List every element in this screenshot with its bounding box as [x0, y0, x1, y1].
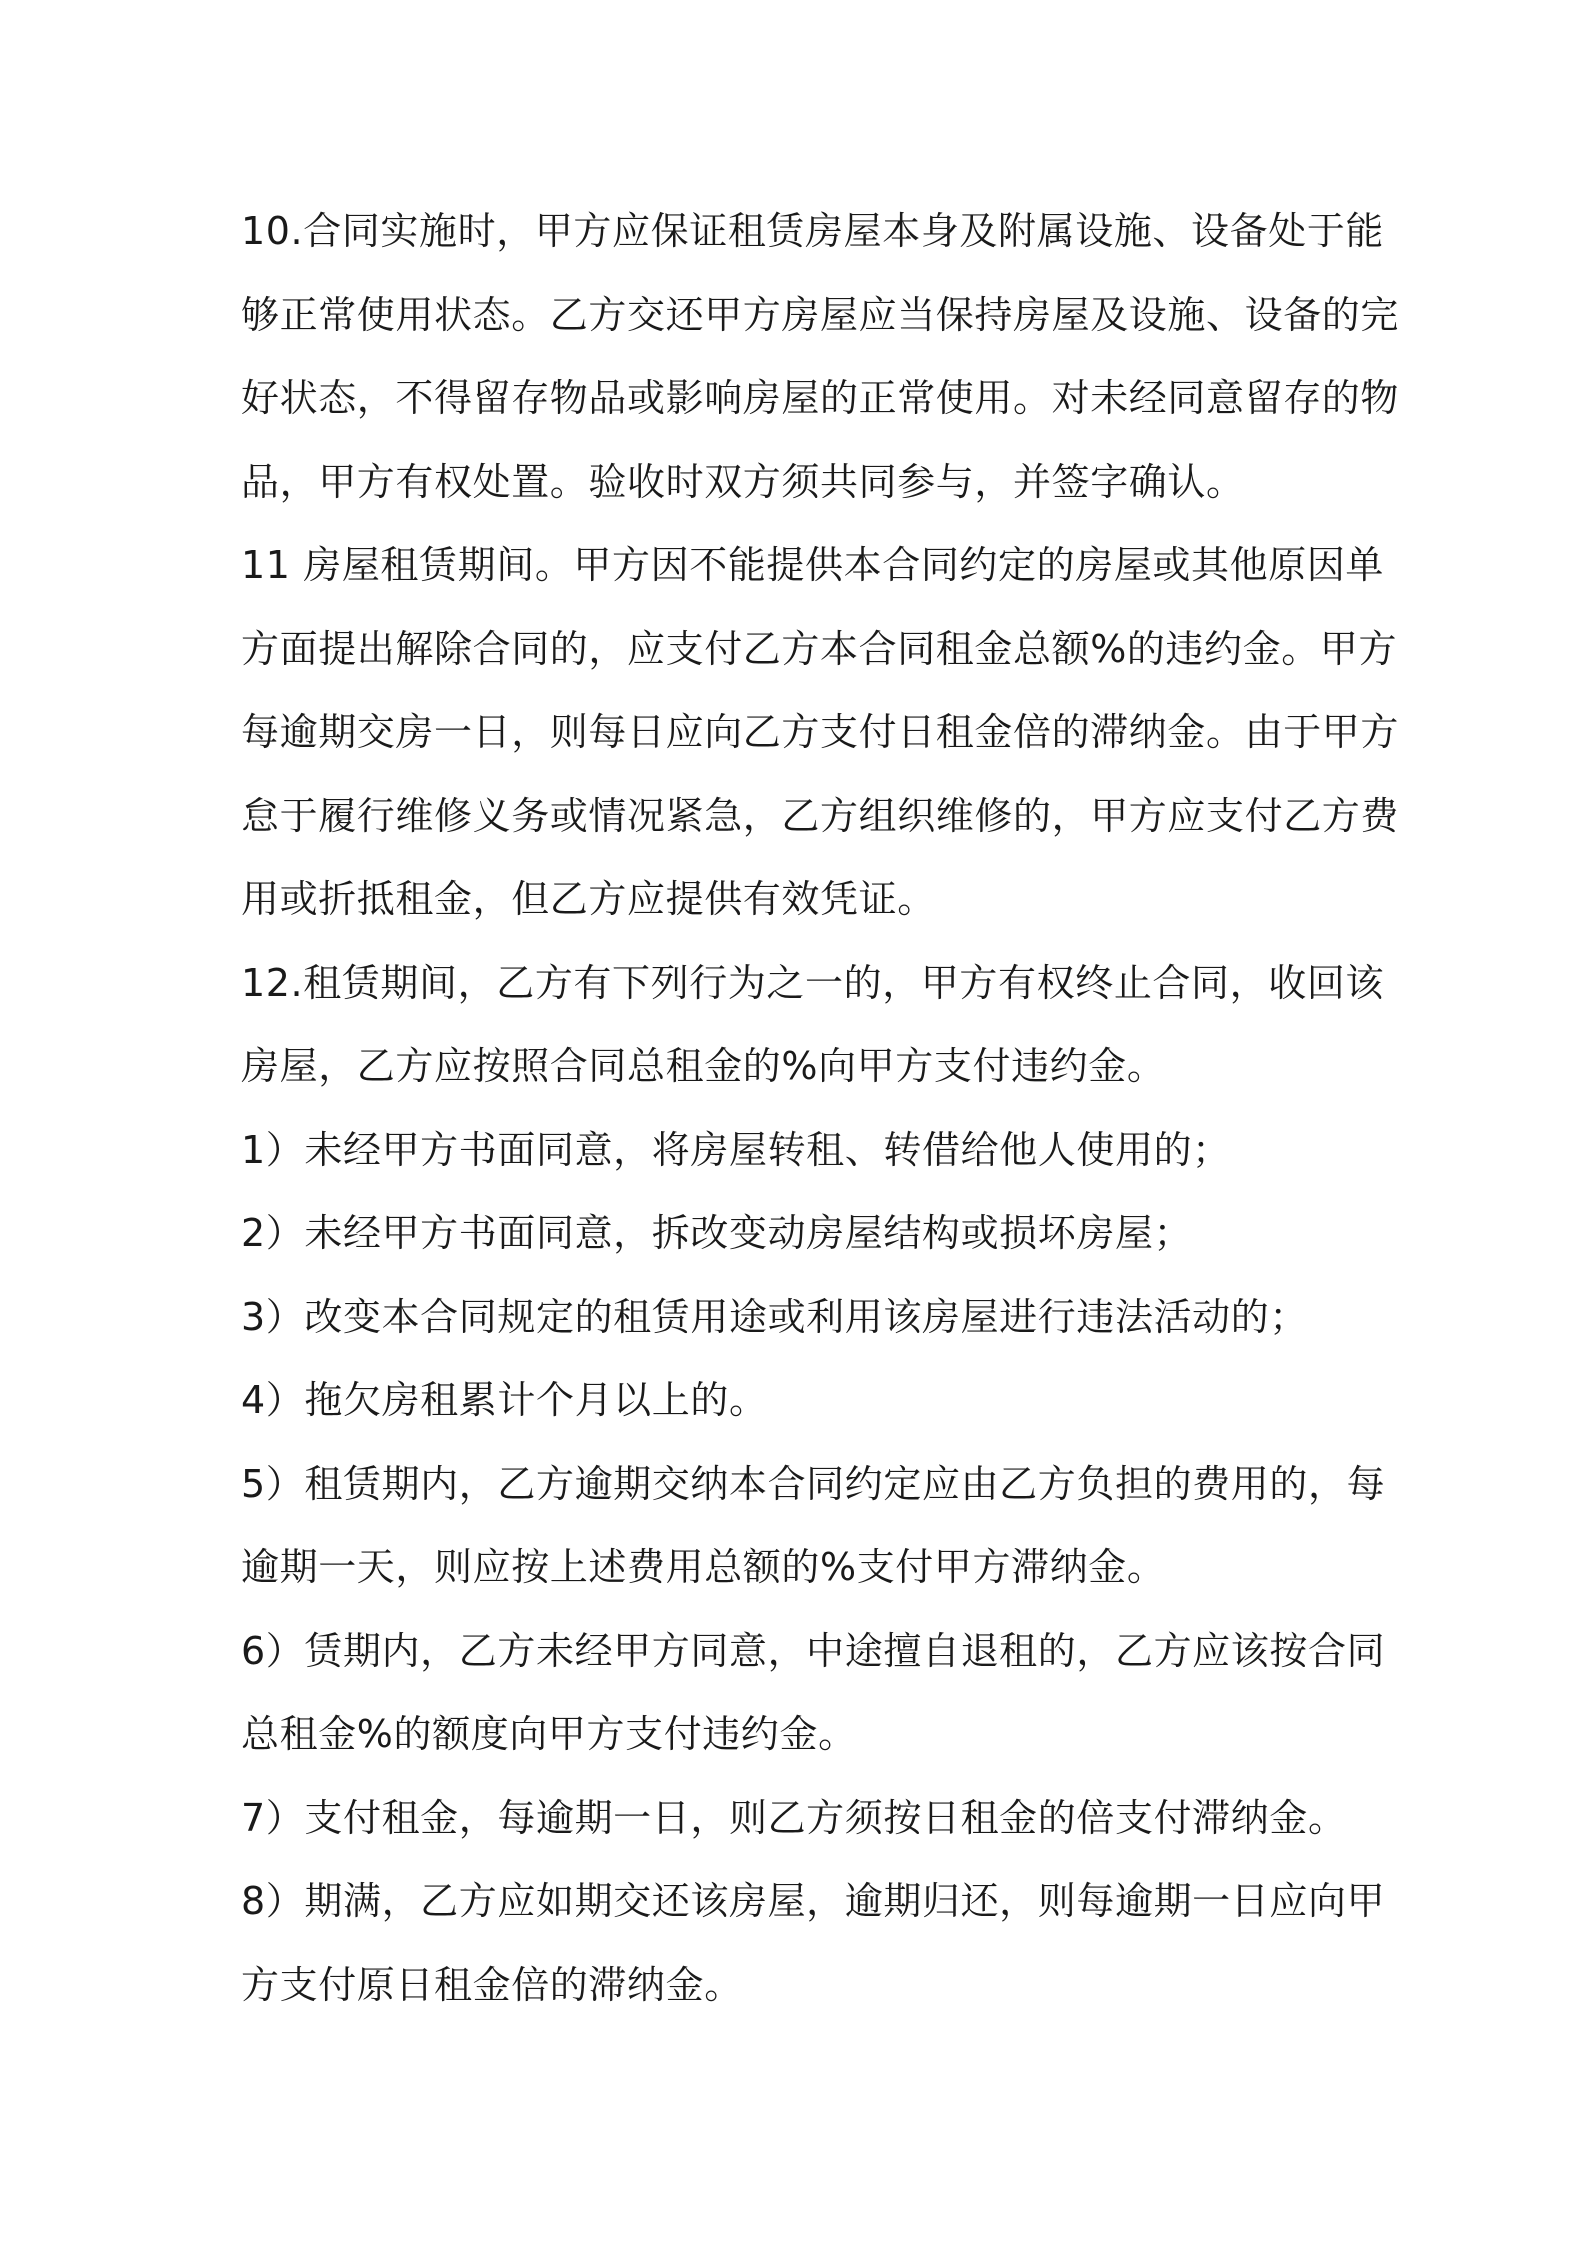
text-line: 12.租赁期间，乙方有下列行为之一的，甲方有权终止合同，收回该	[241, 960, 1385, 1005]
text-line: 10.合同实施时，甲方应保证租赁房屋本身及附属设施、设备处于能	[241, 209, 1385, 253]
text-line: 方面提出解除合同的，应支付乙方本合同租金总额%的违约金。甲方	[241, 626, 1398, 671]
text-line: 11 房屋租赁期间。甲方因不能提供本合同约定的房屋或其他原因单	[241, 543, 1385, 587]
text-line: 1）未经甲方书面同意，将房屋转租、转借给他人使用的；	[241, 1127, 1231, 1172]
text-line: 3）改变本合同规定的租赁用途或利用该房屋进行违法活动的；	[241, 1294, 1308, 1339]
contract-text	[241, 190, 1400, 2027]
text-line: 好状态，不得留存物品或影响房屋的正常使用。对未经同意留存的物	[241, 376, 1400, 420]
text-line: 够正常使用状态。乙方交还甲方房屋应当保持房屋及设施、设备的完	[241, 292, 1400, 337]
text-line: 品，甲方有权处置。验收时双方须共同参与，并签字确认。	[241, 459, 1245, 504]
text-line: 逾期一天，则应按上述费用总额的%支付甲方滞纳金。	[241, 1545, 1166, 1589]
text-line: 怠于履行维修义务或情况紧急，乙方组织维修的，甲方应支付乙方费	[241, 793, 1400, 838]
text-line: 用或折抵租金，但乙方应提供有效凭证。	[241, 877, 936, 921]
text-line: 8）期满，乙方应如期交还该房屋，逾期归还，则每逾期一日应向甲	[241, 1879, 1386, 1923]
text-line: 7）支付租金，每逾期一日，则乙方须按日租金的倍支付滞纳金。	[241, 1795, 1347, 1840]
text-line: 2）未经甲方书面同意，拆改变动房屋结构或损坏房屋；	[241, 1211, 1193, 1255]
text-line: 总租金%的额度向甲方支付违约金。	[241, 1712, 857, 1756]
text-line: 房屋，乙方应按照合同总租金的%向甲方支付违约金。	[241, 1044, 1166, 1088]
text-line: 方支付原日租金倍的滞纳金。	[241, 1962, 743, 2007]
text-line: 5）租赁期内，乙方逾期交纳本合同约定应由乙方负担的费用的，每	[241, 1461, 1386, 1506]
text-line: 6）赁期内，乙方未经甲方同意，中途擅自退租的，乙方应该按合同	[241, 1628, 1386, 1673]
text-line: 4）拖欠房租累计个月以上的。	[241, 1378, 768, 1422]
text-line: 每逾期交房一日，则每日应向乙方支付日租金倍的滞纳金。由于甲方	[241, 710, 1400, 754]
